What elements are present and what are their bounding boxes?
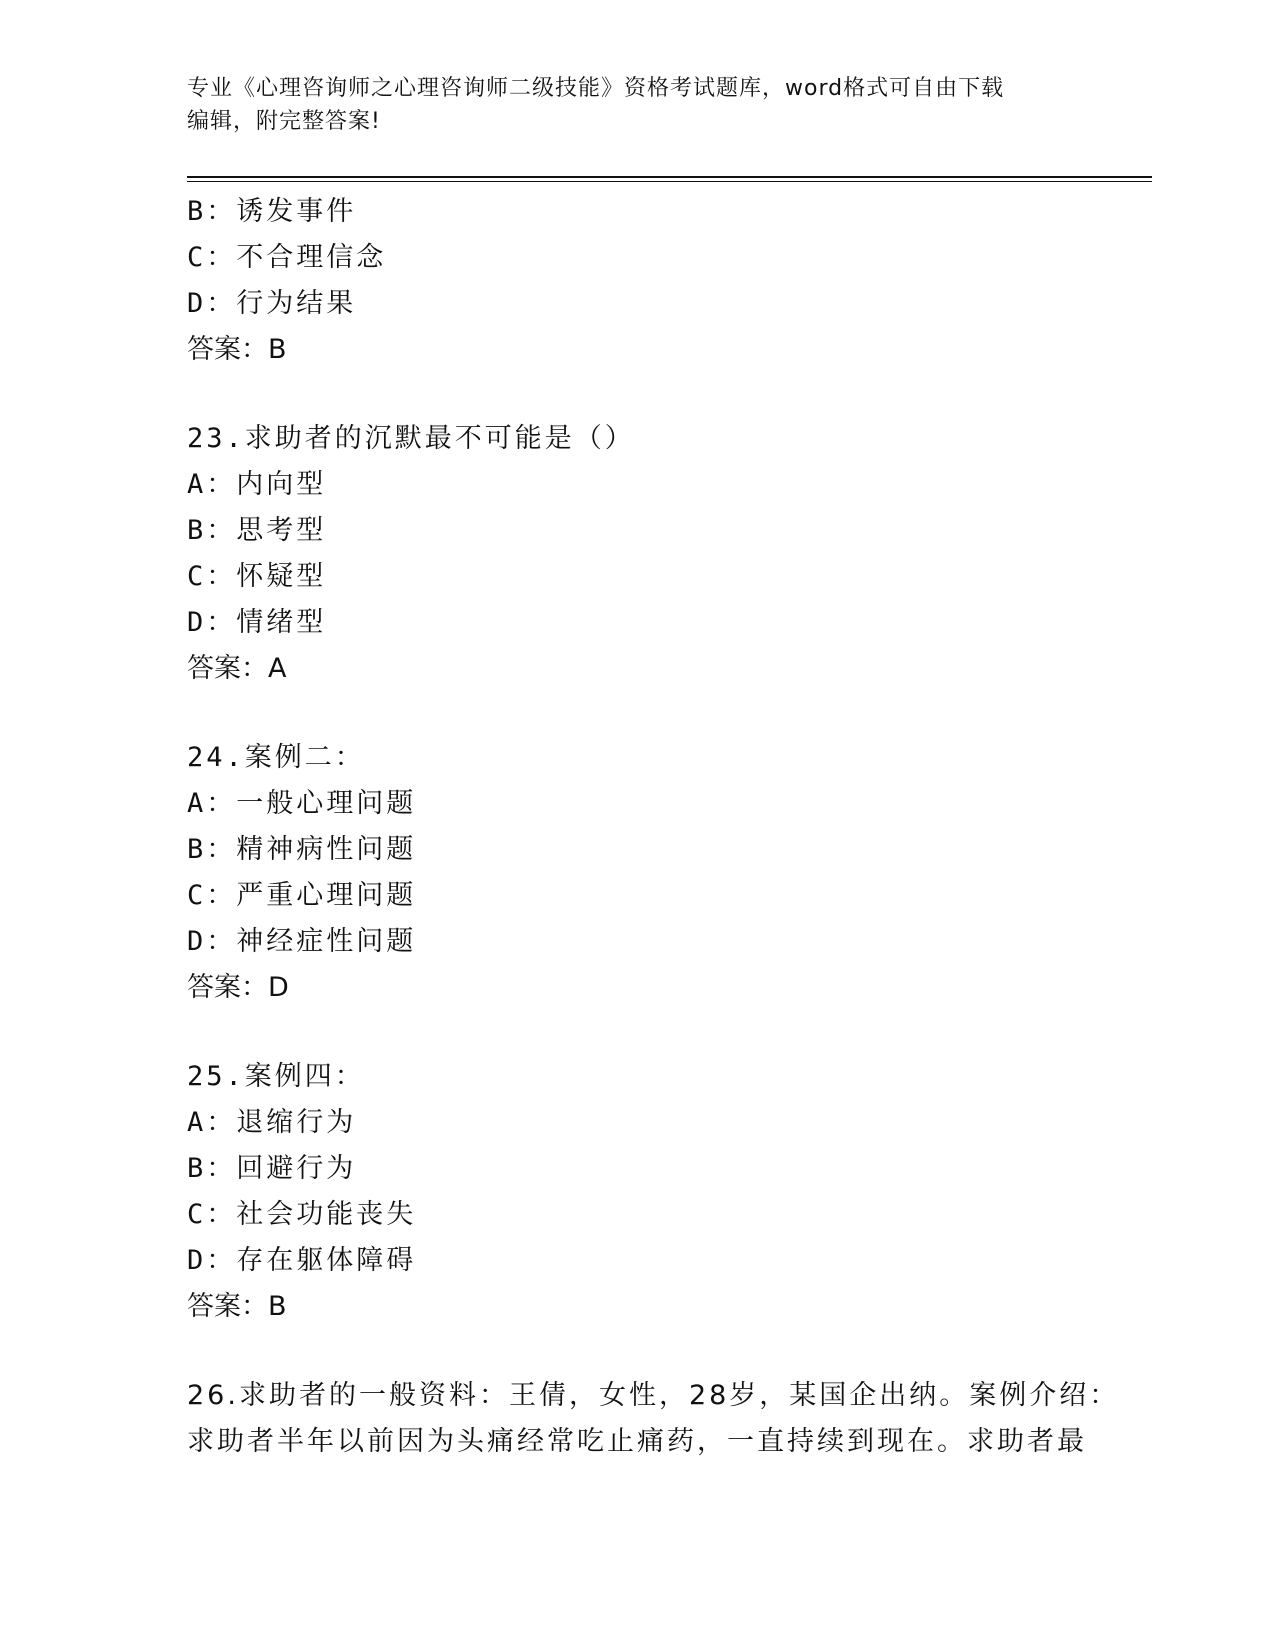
option-c: C：不合理信念 (187, 242, 387, 273)
option-d: D：存在躯体障碍 (187, 1245, 417, 1276)
option-c: C：社会功能丧失 (187, 1199, 417, 1230)
question-stem: 24.案例二： (187, 742, 365, 773)
option-b: B：思考型 (187, 515, 327, 546)
answer-line: 答案：A (187, 653, 287, 684)
option-a: A：内向型 (187, 469, 327, 500)
option-b: B：回避行为 (187, 1153, 357, 1184)
question-stem: 23.求助者的沉默最不可能是（） (187, 423, 635, 454)
option-c: C：怀疑型 (187, 561, 327, 592)
header-line-2: 编辑，附完整答案! (187, 109, 381, 134)
option-b: B：诱发事件 (187, 196, 357, 227)
question-23 (187, 416, 1137, 692)
question-26 (187, 1373, 1137, 1465)
answer-line: 答案：B (187, 334, 287, 365)
question-24 (187, 735, 1137, 1011)
option-a: A：退缩行为 (187, 1107, 357, 1138)
header-divider-thin (187, 181, 1152, 182)
document-header (187, 72, 1087, 138)
option-a: A：一般心理问题 (187, 788, 417, 819)
option-d: D：行为结果 (187, 288, 357, 319)
answer-line: 答案：D (187, 972, 289, 1003)
option-d: D：情绪型 (187, 607, 327, 638)
option-b: B：精神病性问题 (187, 834, 417, 865)
question-22-tail (187, 189, 1137, 373)
question-stem: 25.案例四： (187, 1061, 365, 1092)
question-list (187, 189, 1137, 1465)
question-stem-line-1: 26.求助者的一般资料：王倩，女性，28岁，某国企出纳。案例介绍： (187, 1380, 1120, 1411)
header-line-1: 专业《心理咨询师之心理咨询师二级技能》资格考试题库，word格式可自由下载 (187, 76, 1005, 101)
option-d: D：神经症性问题 (187, 926, 417, 957)
header-divider-thick (187, 176, 1152, 178)
question-25 (187, 1054, 1137, 1330)
question-stem-line-2: 求助者半年以前因为头痛经常吃止痛药，一直持续到现在。求助者最 (187, 1426, 1087, 1457)
answer-line: 答案：B (187, 1291, 287, 1322)
option-c: C：严重心理问题 (187, 880, 417, 911)
